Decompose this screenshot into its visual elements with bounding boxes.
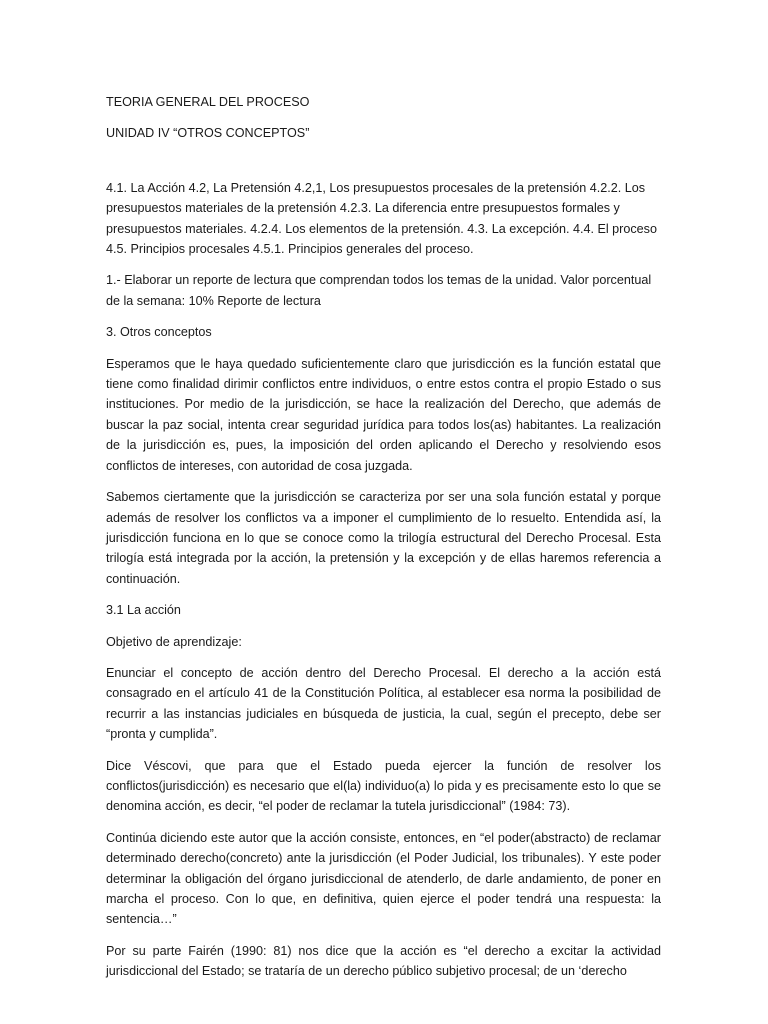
body-paragraph: Por su parte Fairén (1990: 81) nos dice que la acción es “el derecho a excitar la actividad jurisdiccional del Estado; se trataría de un derecho público subjetivo procesal; de un ‘derecho (106, 943, 661, 979)
body-paragraph: Dice Véscovi, que para que el Estado pueda ejercer la función de resolver los conflictos(jurisdicción) es necesario que el(la) individuo(a) lo pida y es precisamente esto lo que se denomina acción, es decir, “el poder de reclamar la tutela jurisdiccional” (1984: 73). (106, 758, 661, 814)
assignment-paragraph: 1.- Elaborar un reporte de lectura que comprendan todos los temas de la unidad. Valor porcentual de la semana: 10% Reporte de lectura (106, 273, 652, 308)
section-heading-otros-conceptos: 3. Otros conceptos (106, 325, 212, 340)
body-paragraph: Continúa diciendo este autor que la acción consiste, entonces, en “el poder(abstracto) de reclamar determinado derecho(concreto) ante la jurisdicción (el Poder Judicial, los tribunales). Y este poder determinar la obligación del órgano jurisdiccional de atenderlo, de darle andamiento, de poner en marcha el proceso. Con lo que, en definitiva, quien ejerce el poder tendrá una respuesta: la sentencia…” (106, 830, 661, 927)
topics-paragraph: 4.1. La Acción 4.2, La Pretensión 4.2,1, Los presupuestos procesales de la pretensión 4.2.2. Los presupuestos materiales de la pretensión 4.2.3. La diferencia entre presupuestos formales y presupuestos materiales. 4.2.4. Los elementos de la pretensión. 4.3. La excepción. 4.4. El proceso 4.5. Principios procesales 4.5.1. Principios generales del proceso. (106, 180, 657, 257)
objective-label: Objetivo de aprendizaje: (106, 634, 242, 649)
body-paragraph: Sabemos ciertamente que la jurisdicción se caracteriza por ser una sola función estatal y porque además de resolver los conflictos va a imponer el cumplimiento de lo resuelto. Entendida así, la jurisdicción funciona en lo que se conoce como la trilogía estructural del Derecho Procesal. Esta trilogía está integrada por la acción, la pretensión y la excepción y de ellas haremos referencia a continuación. (106, 490, 661, 586)
unit-heading: UNIDAD IV “OTROS CONCEPTOS” (106, 126, 310, 141)
body-paragraph: Esperamos que le haya quedado suficientemente claro que jurisdicción es la función estatal que tiene como finalidad dirimir conflictos entre individuos, o entre estos contra el propio Estado o sus instituciones. Por medio de la jurisdicción, se hace la realización del Derecho, que además de buscar la paz social, intenta crear seguridad jurídica para todos los(as) habitantes. La realización de la jurisdicción es, pues, la imposición del orden aplicando el Derecho y resolviendo esos conflictos de intereses, con autoridad de cosa juzgada. (106, 356, 661, 473)
document-page (106, 92, 661, 993)
body-paragraph: Enunciar el concepto de acción dentro del Derecho Procesal. El derecho a la acción está consagrado en el artículo 41 de la Constitución Política, al establecer esa norma la posibilidad de recurrir a las instancias judiciales en búsqueda de justicia, la cual, según el precepto, debe ser “pronta y cumplida”. (106, 665, 661, 742)
document-title: TEORIA GENERAL DEL PROCESO (106, 95, 310, 109)
section-heading-la-accion: 3.1 La acción (106, 603, 181, 618)
